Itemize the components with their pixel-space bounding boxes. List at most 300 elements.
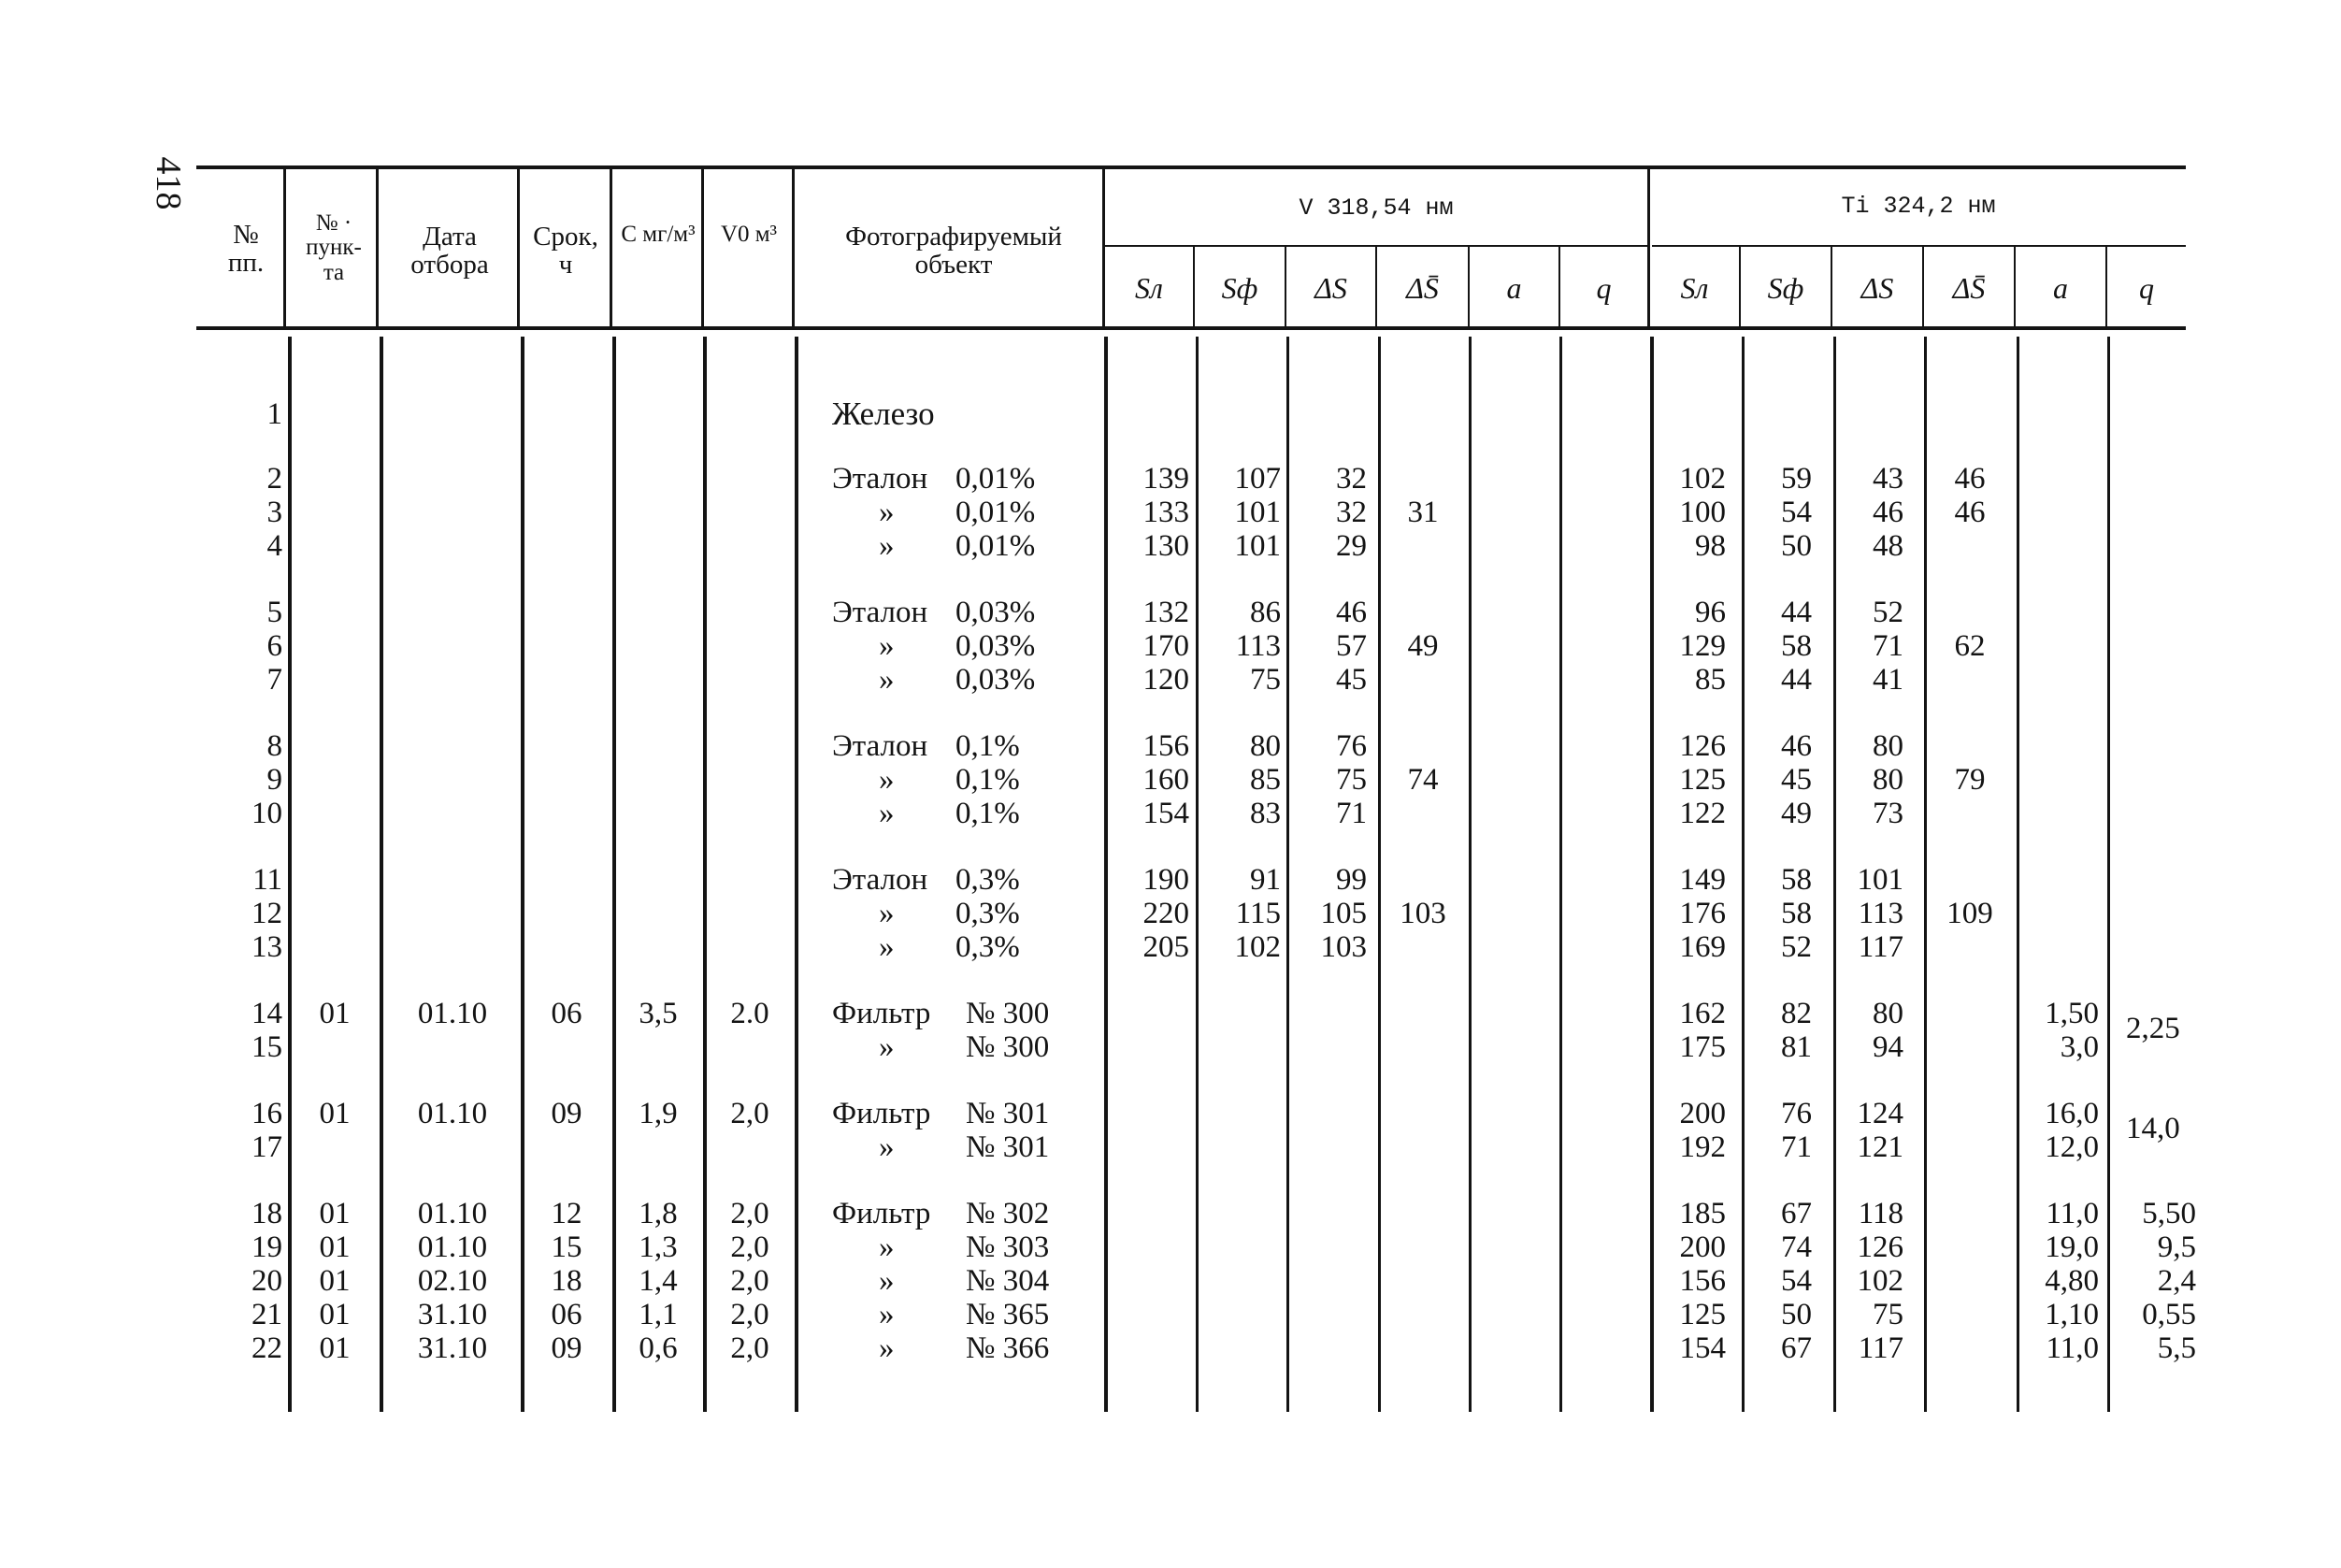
object-value: № 365 [966, 1298, 1050, 1331]
cell-t-a [2020, 397, 2099, 431]
col-divider [2017, 337, 2019, 1412]
cell-t-a [2020, 529, 2099, 563]
cell-v-dsm [1382, 1264, 1464, 1298]
cell-t-ds: 41 [1873, 663, 1903, 697]
cell-v-dsm [1382, 797, 1464, 830]
object-value: 0,1% [955, 729, 1020, 763]
cell-c [617, 1130, 699, 1164]
object-label: » [879, 897, 895, 930]
cell-t-q: 2,4 [2157, 1264, 2196, 1298]
cell-term [525, 462, 608, 496]
cell-v-ds: 46 [1336, 596, 1367, 629]
cell-n: 5 [266, 596, 282, 629]
cell-pt: 01 [319, 1197, 351, 1230]
cell-t-sf: 58 [1781, 863, 1812, 897]
cell-t-sl: 122 [1679, 797, 1726, 830]
cell-n: 14 [251, 997, 282, 1030]
cell-t-ds: 80 [1873, 763, 1903, 797]
cell-date [387, 1130, 518, 1164]
cell-term [525, 1030, 608, 1064]
cell-v-sl [1109, 1030, 1189, 1064]
cell-v-ds: 57 [1336, 629, 1367, 663]
cell-t-dsm [1928, 1230, 2012, 1264]
cell-n: 21 [251, 1298, 282, 1331]
cell-v: 2,0 [730, 1197, 769, 1230]
cell-t-dsm [1928, 1130, 2012, 1164]
object-value: № 300 [966, 1030, 1050, 1064]
cell-date: 01.10 [417, 1097, 488, 1130]
cell-t-sl: 96 [1695, 596, 1726, 629]
cell-t-ds: 52 [1873, 596, 1903, 629]
cell-n: 12 [251, 897, 282, 930]
cell-v-sl [1109, 1130, 1189, 1164]
cell-date [387, 729, 518, 763]
cell-v-ds [1290, 397, 1367, 431]
cell-v [709, 596, 791, 629]
cell-t-sf: 82 [1781, 997, 1812, 1030]
cell-pt [295, 763, 374, 797]
cell-c [617, 663, 699, 697]
cell-t-sf: 58 [1781, 897, 1812, 930]
col-divider [2107, 337, 2110, 1412]
cell-t-sl: 149 [1679, 863, 1726, 897]
cell-v-sf [1200, 1030, 1281, 1064]
cell-t-q [2112, 496, 2196, 529]
cell-v-dsm [1382, 462, 1464, 496]
cell-t-a: 4,80 [2045, 1264, 2099, 1298]
col-divider [376, 169, 379, 326]
cell-v-sf: 101 [1234, 496, 1281, 529]
cell-v [709, 663, 791, 697]
cell-t-dsm [1928, 797, 2012, 830]
cell-t-sf: 71 [1781, 1130, 1812, 1164]
cell-t-sf: 76 [1781, 1097, 1812, 1130]
col-divider [517, 169, 520, 326]
cell-v-ds: 105 [1320, 897, 1367, 930]
col-divider [795, 337, 798, 1412]
cell-t-sl: 125 [1679, 763, 1726, 797]
cell-v-sf: 113 [1235, 629, 1281, 663]
cell-v [709, 729, 791, 763]
col-divider [1196, 337, 1199, 1412]
cell-t-dsm [1928, 1197, 2012, 1230]
cell-t-dsm: 79 [1954, 763, 1986, 797]
cell-t-ds: 113 [1858, 897, 1903, 930]
header-conc: C мг/м³ [621, 222, 696, 247]
cell-t-dsm [1928, 1298, 2012, 1331]
cell-c [617, 897, 699, 930]
object-label: » [879, 663, 895, 697]
cell-v: 2.0 [730, 997, 769, 1030]
cell-v-sf: 101 [1234, 529, 1281, 563]
cell-date [387, 763, 518, 797]
cell-t-a [2020, 797, 2099, 830]
cell-t-a [2020, 897, 2099, 930]
cell-v-dsm [1382, 729, 1464, 763]
cell-term: 15 [551, 1230, 582, 1264]
cell-date [387, 663, 518, 697]
cell-term: 06 [551, 1298, 582, 1331]
cell-t-q [2112, 462, 2196, 496]
cell-t-a [2020, 763, 2099, 797]
cell-term [525, 529, 608, 563]
cell-t-q [2112, 863, 2196, 897]
cell-t-sl: 129 [1679, 629, 1726, 663]
object-value: № 303 [966, 1230, 1050, 1264]
cell-v-ds: 32 [1336, 462, 1367, 496]
cell-term [525, 797, 608, 830]
cell-v-sf [1200, 1298, 1281, 1331]
cell-pt: 01 [319, 1331, 351, 1365]
cell-v-sf [1200, 397, 1281, 431]
cell-v-sf [1200, 1197, 1281, 1230]
cell-date [387, 797, 518, 830]
cell-t-q [2112, 529, 2196, 563]
cell-n: 18 [251, 1197, 282, 1230]
header-vol: V0 м³ [720, 222, 778, 247]
cell-v-sf: 115 [1235, 897, 1281, 930]
cell-v [709, 1130, 791, 1164]
cell-v-sf [1200, 997, 1281, 1030]
cell-t-sf: 67 [1781, 1197, 1812, 1230]
cell-v-dsm [1382, 1030, 1464, 1064]
object-value: 0,3% [955, 897, 1020, 930]
cell-t-a [2020, 629, 2099, 663]
cell-term: 12 [551, 1197, 582, 1230]
object-value [955, 397, 1086, 431]
cell-n: 2 [266, 462, 282, 496]
cell-t-a: 19,0 [2045, 1230, 2099, 1264]
cell-v-dsm [1382, 529, 1464, 563]
cell-t-sf: 54 [1781, 496, 1812, 529]
cell-n: 16 [251, 1097, 282, 1130]
cell-t-a: 16,0 [2045, 1097, 2099, 1130]
cell-v-sl: 160 [1142, 763, 1189, 797]
header-v-a: a [1506, 271, 1522, 305]
cell-n: 17 [251, 1130, 282, 1164]
cell-pt [295, 462, 374, 496]
cell-v-sf: 83 [1250, 797, 1281, 830]
cell-v-dsm: 31 [1407, 496, 1439, 529]
header-group-ti: Ti 324,2 нм [1841, 193, 1996, 220]
cell-v-dsm [1382, 397, 1464, 431]
cell-n: 1 [266, 397, 282, 431]
cell-t-a [2020, 863, 2099, 897]
cell-t-sl: 154 [1679, 1331, 1726, 1365]
cell-t-a: 11,0 [2046, 1331, 2099, 1365]
cell-t-a: 12,0 [2045, 1130, 2099, 1164]
cell-t-sf: 54 [1781, 1264, 1812, 1298]
cell-term [525, 629, 608, 663]
cell-pt [295, 729, 374, 763]
header-v-q: q [1596, 271, 1612, 305]
object-label: » [879, 1230, 895, 1264]
cell-date [387, 629, 518, 663]
cell-pt: 01 [319, 1298, 351, 1331]
col-divider [1286, 337, 1289, 1412]
top-rule [196, 165, 2186, 169]
cell-date [387, 496, 518, 529]
cell-v-ds [1290, 1331, 1367, 1365]
cell-t-a [2020, 663, 2099, 697]
cell-t-sf: 46 [1781, 729, 1812, 763]
cell-t-a: 11,0 [2046, 1197, 2099, 1230]
cell-v-sf: 85 [1250, 763, 1281, 797]
object-label: » [879, 629, 895, 663]
cell-v-sf [1200, 1230, 1281, 1264]
cell-t-a [2020, 462, 2099, 496]
cell-v-sl [1109, 397, 1189, 431]
header-date: Дата отбора [410, 222, 489, 281]
cell-c [617, 930, 699, 964]
cell-term [525, 496, 608, 529]
cell-v-sl: 139 [1142, 462, 1189, 496]
object-heading: Железо [832, 396, 935, 432]
cell-t-ds: 117 [1858, 930, 1903, 964]
object-label: » [879, 1331, 895, 1365]
col-divider [610, 169, 612, 326]
cell-t-sf: 50 [1781, 529, 1812, 563]
cell-n: 15 [251, 1030, 282, 1064]
col-divider [792, 169, 795, 326]
header-bottom-rule [196, 326, 2186, 330]
cell-date [387, 462, 518, 496]
cell-t-sf: 59 [1781, 462, 1812, 496]
cell-v-dsm [1382, 930, 1464, 964]
cell-t-ds: 43 [1873, 462, 1903, 496]
cell-t-sl: 185 [1679, 1197, 1726, 1230]
cell-term: 06 [551, 997, 582, 1030]
cell-t-ds: 94 [1873, 1030, 1903, 1064]
cell-c [617, 797, 699, 830]
cell-term [525, 663, 608, 697]
object-label: Эталон [832, 863, 928, 897]
cell-v: 2,0 [730, 1298, 769, 1331]
header-v-sf: Sф [1221, 271, 1258, 305]
cell-c [617, 1030, 699, 1064]
cell-v-sf [1200, 1097, 1281, 1130]
object-value: 0,03% [955, 596, 1036, 629]
cell-pt: 01 [319, 1097, 351, 1130]
cell-date: 01.10 [417, 1230, 488, 1264]
cell-term [525, 863, 608, 897]
cell-t-q: 0,55 [2142, 1298, 2196, 1331]
object-label: » [879, 1030, 895, 1064]
cell-v-dsm [1382, 1230, 1464, 1264]
cell-t-sf: 45 [1781, 763, 1812, 797]
object-value: 0,01% [955, 529, 1036, 563]
cell-term: 18 [551, 1264, 582, 1298]
col-divider [1650, 337, 1654, 1412]
cell-v-dsm [1382, 1298, 1464, 1331]
col-divider [1378, 337, 1381, 1412]
cell-t-ds: 46 [1873, 496, 1903, 529]
cell-t-sl: 98 [1695, 529, 1726, 563]
header-v-sl: Sл [1135, 271, 1163, 305]
cell-t-dsm [1928, 729, 2012, 763]
cell-t-ds [1836, 397, 1903, 431]
cell-v-sf: 86 [1250, 596, 1281, 629]
cell-v-ds [1290, 1097, 1367, 1130]
cell-t-sl: 100 [1679, 496, 1726, 529]
cell-t-ds: 80 [1873, 729, 1903, 763]
object-value: 0,1% [955, 797, 1020, 830]
cell-t-a [2020, 930, 2099, 964]
col-divider [1559, 337, 1562, 1412]
cell-n: 8 [266, 729, 282, 763]
cell-v-sl [1109, 997, 1189, 1030]
cell-v-dsm [1382, 1197, 1464, 1230]
cell-v: 2,0 [730, 1331, 769, 1365]
header-ti-a: a [2053, 271, 2068, 305]
cell-v-sf [1200, 1264, 1281, 1298]
object-value: 0,3% [955, 930, 1020, 964]
cell-v-sl [1109, 1264, 1189, 1298]
cell-term [525, 397, 608, 431]
cell-v-sf [1200, 1130, 1281, 1164]
cell-t-a [2020, 729, 2099, 763]
cell-t-sl: 126 [1679, 729, 1726, 763]
cell-t-q [2112, 763, 2196, 797]
cell-t-ds: 73 [1873, 797, 1903, 830]
object-label: » [879, 797, 895, 830]
cell-t-ds: 75 [1873, 1298, 1903, 1331]
cell-v [709, 1030, 791, 1064]
col-divider [701, 169, 704, 326]
cell-t-ds: 101 [1857, 863, 1903, 897]
cell-t-sl: 102 [1679, 462, 1726, 496]
cell-v-ds [1290, 1298, 1367, 1331]
cell-c [617, 496, 699, 529]
cell-t-sf: 52 [1781, 930, 1812, 964]
cell-v [709, 797, 791, 830]
cell-v: 2,0 [730, 1230, 769, 1264]
col-divider [288, 337, 292, 1412]
cell-v-dsm [1382, 1130, 1464, 1164]
cell-v-sl: 130 [1142, 529, 1189, 563]
cell-term [525, 729, 608, 763]
object-label: Фильтр [832, 997, 931, 1030]
cell-v-sl: 154 [1142, 797, 1189, 830]
cell-t-dsm [1928, 1030, 2012, 1064]
cell-t-sl: 200 [1679, 1230, 1726, 1264]
cell-c [617, 729, 699, 763]
cell-n: 6 [266, 629, 282, 663]
cell-v-sf: 75 [1250, 663, 1281, 697]
object-value: 0,01% [955, 462, 1036, 496]
cell-t-sl: 176 [1679, 897, 1726, 930]
object-label: Фильтр [832, 1197, 931, 1230]
cell-v [709, 763, 791, 797]
cell-t-dsm: 62 [1954, 629, 1986, 663]
merged-q-cell: 2,25 [2126, 1012, 2180, 1045]
page-number: 418 [149, 156, 188, 210]
cell-t-dsm [1928, 596, 2012, 629]
cell-v-ds: 75 [1336, 763, 1367, 797]
cell-n: 13 [251, 930, 282, 964]
cell-v [709, 397, 791, 431]
header-num: № пп. [227, 220, 265, 279]
col-divider [380, 337, 383, 1412]
cell-v-dsm: 49 [1407, 629, 1439, 663]
cell-v: 2,0 [730, 1097, 769, 1130]
cell-v-sl: 133 [1142, 496, 1189, 529]
cell-pt [295, 529, 374, 563]
cell-t-q [2112, 897, 2196, 930]
cell-c [617, 763, 699, 797]
cell-t-sf: 74 [1781, 1230, 1812, 1264]
cell-v-sl [1109, 1331, 1189, 1365]
object-value: № 301 [966, 1097, 1050, 1130]
cell-t-sl: 175 [1679, 1030, 1726, 1064]
object-value: № 366 [966, 1331, 1050, 1365]
cell-v [709, 930, 791, 964]
cell-t-sl: 85 [1695, 663, 1726, 697]
cell-pt [295, 930, 374, 964]
cell-v-dsm [1382, 663, 1464, 697]
cell-v-ds: 45 [1336, 663, 1367, 697]
header-v-dsm: ΔS̄ [1406, 271, 1439, 305]
cell-t-sf: 67 [1781, 1331, 1812, 1365]
col-divider [1469, 337, 1472, 1412]
cell-date [387, 897, 518, 930]
cell-t-ds: 102 [1857, 1264, 1903, 1298]
cell-term [525, 897, 608, 930]
cell-pt [295, 897, 374, 930]
cell-t-dsm [1928, 1331, 2012, 1365]
cell-v [709, 629, 791, 663]
cell-c: 3,5 [639, 997, 678, 1030]
cell-t-dsm [1928, 397, 2012, 431]
cell-t-ds: 124 [1857, 1097, 1903, 1130]
header-ti-ds: ΔS [1860, 271, 1894, 305]
cell-term [525, 763, 608, 797]
cell-t-q [2112, 729, 2196, 763]
cell-v-sl: 205 [1142, 930, 1189, 964]
cell-c [617, 462, 699, 496]
cell-t-ds: 48 [1873, 529, 1903, 563]
cell-t-sf: 81 [1781, 1030, 1812, 1064]
cell-t-sf: 44 [1781, 663, 1812, 697]
cell-c [617, 596, 699, 629]
cell-c: 1,1 [639, 1298, 678, 1331]
cell-v-dsm: 74 [1407, 763, 1439, 797]
object-value: № 301 [966, 1130, 1050, 1164]
cell-v-ds [1290, 997, 1367, 1030]
cell-t-dsm [1928, 529, 2012, 563]
cell-term: 09 [551, 1097, 582, 1130]
col-divider [1104, 337, 1108, 1412]
col-divider [1924, 337, 1927, 1412]
cell-n: 7 [266, 663, 282, 697]
header-object: Фотографируемый объект [845, 222, 1062, 281]
cell-t-ds: 71 [1873, 629, 1903, 663]
cell-t-q: 5,5 [2157, 1331, 2196, 1365]
cell-t-ds: 126 [1857, 1230, 1903, 1264]
cell-t-sl: 162 [1679, 997, 1726, 1030]
cell-v-ds: 71 [1336, 797, 1367, 830]
cell-n: 4 [266, 529, 282, 563]
cell-t-sf: 49 [1781, 797, 1812, 830]
cell-c: 1,9 [639, 1097, 678, 1130]
cell-v [709, 529, 791, 563]
cell-date: 31.10 [417, 1331, 488, 1365]
cell-t-dsm [1928, 663, 2012, 697]
cell-v-dsm: 103 [1400, 897, 1446, 930]
cell-pt [295, 1130, 374, 1164]
header-group-v: V 318,54 нм [1299, 194, 1454, 222]
object-label: Эталон [832, 596, 928, 629]
